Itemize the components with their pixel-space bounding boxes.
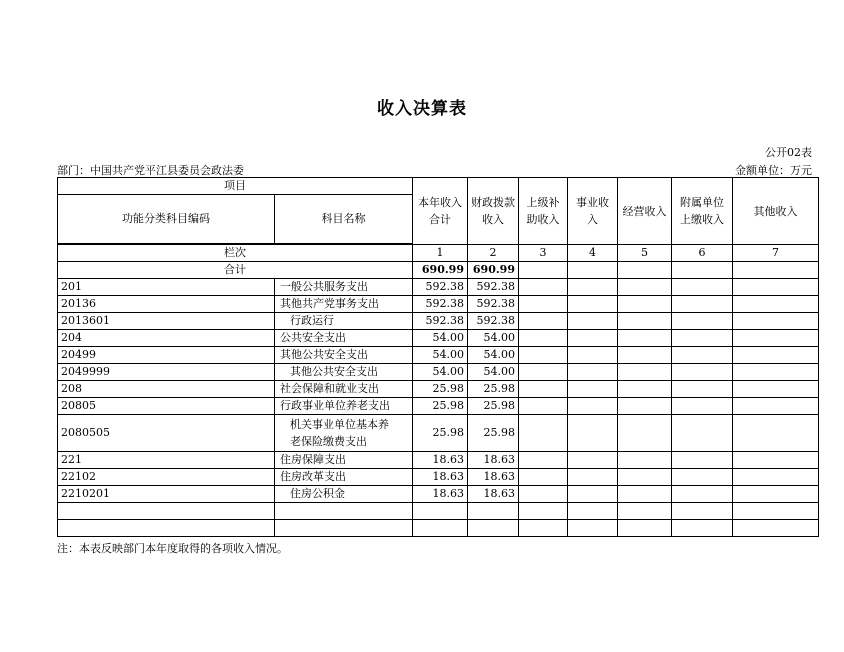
row-col1: 54.00 — [413, 347, 468, 364]
table-row — [58, 330, 819, 347]
row-col3 — [519, 452, 568, 469]
empty-cell — [468, 520, 519, 537]
table-row — [58, 415, 819, 452]
header-col7: 其他收入 — [733, 178, 819, 245]
table-row — [58, 279, 819, 296]
table-row — [58, 381, 819, 398]
table-row — [58, 398, 819, 415]
empty-cell — [519, 503, 568, 520]
row-col1: 18.63 — [413, 469, 468, 486]
row-col2: 25.98 — [468, 398, 519, 415]
row-subject-name: 其他公共安全支出 — [275, 347, 413, 364]
row-col6 — [672, 313, 733, 330]
row-col6 — [672, 452, 733, 469]
total-col4 — [568, 262, 618, 279]
row-col5 — [618, 381, 672, 398]
row-col4 — [568, 452, 618, 469]
empty-cell — [468, 503, 519, 520]
row-col3 — [519, 469, 568, 486]
row-subject-name: 机关事业单位基本养老保险缴费支出 — [275, 415, 413, 452]
row-subject-name: 其他公共安全支出 — [275, 364, 413, 381]
row-func-code: 20499 — [58, 347, 275, 364]
total-label: 合计 — [58, 262, 413, 279]
header-project: 项目 — [58, 178, 413, 195]
row-col1: 592.38 — [413, 313, 468, 330]
header-col4: 事业收入 — [568, 178, 618, 245]
row-col6 — [672, 296, 733, 313]
empty-cell — [672, 503, 733, 520]
row-col3 — [519, 279, 568, 296]
row-col1: 25.98 — [413, 415, 468, 452]
row-col7 — [733, 452, 819, 469]
empty-cell — [618, 520, 672, 537]
row-col5 — [618, 347, 672, 364]
column-index-1: 1 — [413, 245, 468, 262]
row-col6 — [672, 364, 733, 381]
empty-cell — [58, 503, 275, 520]
row-col6 — [672, 398, 733, 415]
form-number: 公开02表 — [765, 146, 812, 159]
empty-row — [58, 503, 819, 520]
table-row — [58, 347, 819, 364]
row-col2: 18.63 — [468, 469, 519, 486]
table-note: 注：本表反映部门本年度取得的各项收入情况。 — [57, 542, 288, 555]
empty-cell — [58, 520, 275, 537]
row-subject-name: 行政运行 — [275, 313, 413, 330]
row-col2: 54.00 — [468, 330, 519, 347]
row-col6 — [672, 330, 733, 347]
row-col2: 18.63 — [468, 452, 519, 469]
row-col1: 592.38 — [413, 279, 468, 296]
row-col4 — [568, 364, 618, 381]
row-col4 — [568, 486, 618, 503]
row-col7 — [733, 279, 819, 296]
row-col3 — [519, 296, 568, 313]
table-row — [58, 296, 819, 313]
table-row — [58, 364, 819, 381]
row-col2: 592.38 — [468, 296, 519, 313]
row-col3 — [519, 486, 568, 503]
row-col1: 592.38 — [413, 296, 468, 313]
empty-cell — [275, 520, 413, 537]
row-col1: 18.63 — [413, 452, 468, 469]
row-col1: 54.00 — [413, 364, 468, 381]
row-col7 — [733, 330, 819, 347]
row-col7 — [733, 469, 819, 486]
row-col1: 25.98 — [413, 398, 468, 415]
table-row — [58, 486, 819, 503]
row-col2: 25.98 — [468, 381, 519, 398]
row-subject-name: 住房保障支出 — [275, 452, 413, 469]
row-func-code: 221 — [58, 452, 275, 469]
empty-cell — [618, 503, 672, 520]
header-col1: 本年收入合计 — [413, 178, 468, 245]
empty-cell — [568, 503, 618, 520]
column-index-2: 2 — [468, 245, 519, 262]
row-func-code: 2080505 — [58, 415, 275, 452]
column-index-3: 3 — [519, 245, 568, 262]
row-col6 — [672, 347, 733, 364]
row-func-code: 2049999 — [58, 364, 275, 381]
column-index-7: 7 — [733, 245, 819, 262]
row-col3 — [519, 381, 568, 398]
total-col5 — [618, 262, 672, 279]
total-col1: 690.99 — [413, 262, 468, 279]
header-col6: 附属单位上缴收入 — [672, 178, 733, 245]
column-index-4: 4 — [568, 245, 618, 262]
row-func-code: 201 — [58, 279, 275, 296]
row-col3 — [519, 347, 568, 364]
column-index-label: 栏次 — [58, 245, 413, 262]
header-col5: 经营收入 — [618, 178, 672, 245]
empty-cell — [413, 503, 468, 520]
row-col2: 54.00 — [468, 364, 519, 381]
row-func-code: 20805 — [58, 398, 275, 415]
header-row-project — [58, 178, 819, 195]
header-col3: 上级补助收入 — [519, 178, 568, 245]
row-col4 — [568, 279, 618, 296]
row-col2: 54.00 — [468, 347, 519, 364]
empty-cell — [413, 520, 468, 537]
income-final-accounts-table — [57, 177, 819, 537]
row-col6 — [672, 486, 733, 503]
row-subject-name: 其他共产党事务支出 — [275, 296, 413, 313]
department-label: 部门：中国共产党平江县委员会政法委 — [57, 164, 244, 177]
row-col5 — [618, 279, 672, 296]
row-col4 — [568, 469, 618, 486]
total-col3 — [519, 262, 568, 279]
row-col3 — [519, 364, 568, 381]
row-col5 — [618, 330, 672, 347]
row-subject-name: 一般公共服务支出 — [275, 279, 413, 296]
row-col5 — [618, 486, 672, 503]
row-func-code: 208 — [58, 381, 275, 398]
row-col5 — [618, 296, 672, 313]
row-col1: 18.63 — [413, 486, 468, 503]
row-col3 — [519, 313, 568, 330]
table-row — [58, 313, 819, 330]
row-col1: 54.00 — [413, 330, 468, 347]
header-subject-name: 科目名称 — [275, 195, 413, 244]
row-col4 — [568, 398, 618, 415]
total-col7 — [733, 262, 819, 279]
row-col7 — [733, 364, 819, 381]
row-col5 — [618, 469, 672, 486]
row-col1: 25.98 — [413, 381, 468, 398]
row-col5 — [618, 452, 672, 469]
empty-cell — [733, 503, 819, 520]
empty-row — [58, 520, 819, 537]
column-index-6: 6 — [672, 245, 733, 262]
row-col4 — [568, 313, 618, 330]
row-col4 — [568, 347, 618, 364]
row-col2: 592.38 — [468, 313, 519, 330]
row-col2: 18.63 — [468, 486, 519, 503]
row-col6 — [672, 415, 733, 452]
row-col5 — [618, 364, 672, 381]
row-col4 — [568, 415, 618, 452]
row-col7 — [733, 313, 819, 330]
empty-cell — [519, 520, 568, 537]
row-col6 — [672, 381, 733, 398]
row-subject-name: 行政事业单位养老支出 — [275, 398, 413, 415]
row-func-code: 22102 — [58, 469, 275, 486]
row-subject-name: 公共安全支出 — [275, 330, 413, 347]
row-subject-name: 社会保障和就业支出 — [275, 381, 413, 398]
empty-cell — [568, 520, 618, 537]
row-func-code: 2013601 — [58, 313, 275, 330]
header-func-code: 功能分类科目编码 — [58, 195, 275, 244]
row-subject-name: 住房改革支出 — [275, 469, 413, 486]
row-col4 — [568, 330, 618, 347]
row-col7 — [733, 486, 819, 503]
row-col5 — [618, 398, 672, 415]
row-subject-name: 住房公积金 — [275, 486, 413, 503]
empty-cell — [733, 520, 819, 537]
row-col4 — [568, 296, 618, 313]
row-col6 — [672, 469, 733, 486]
total-col2: 690.99 — [468, 262, 519, 279]
total-col6 — [672, 262, 733, 279]
column-index-row — [58, 245, 819, 262]
row-col7 — [733, 381, 819, 398]
row-col4 — [568, 381, 618, 398]
row-col5 — [618, 313, 672, 330]
total-row — [58, 262, 819, 279]
column-index-5: 5 — [618, 245, 672, 262]
header-col2: 财政拨款收入 — [468, 178, 519, 245]
table-row — [58, 452, 819, 469]
row-func-code: 20136 — [58, 296, 275, 313]
row-col6 — [672, 279, 733, 296]
empty-cell — [275, 503, 413, 520]
row-col5 — [618, 415, 672, 452]
row-col7 — [733, 398, 819, 415]
row-func-code: 204 — [58, 330, 275, 347]
row-col7 — [733, 347, 819, 364]
table-row — [58, 469, 819, 486]
amount-unit-label: 金额单位：万元 — [735, 164, 812, 177]
row-col2: 592.38 — [468, 279, 519, 296]
row-col7 — [733, 296, 819, 313]
row-col2: 25.98 — [468, 415, 519, 452]
row-col3 — [519, 330, 568, 347]
row-col7 — [733, 415, 819, 452]
empty-cell — [672, 520, 733, 537]
page-title: 收入决算表 — [377, 99, 467, 119]
row-col3 — [519, 415, 568, 452]
row-col3 — [519, 398, 568, 415]
row-func-code: 2210201 — [58, 486, 275, 503]
